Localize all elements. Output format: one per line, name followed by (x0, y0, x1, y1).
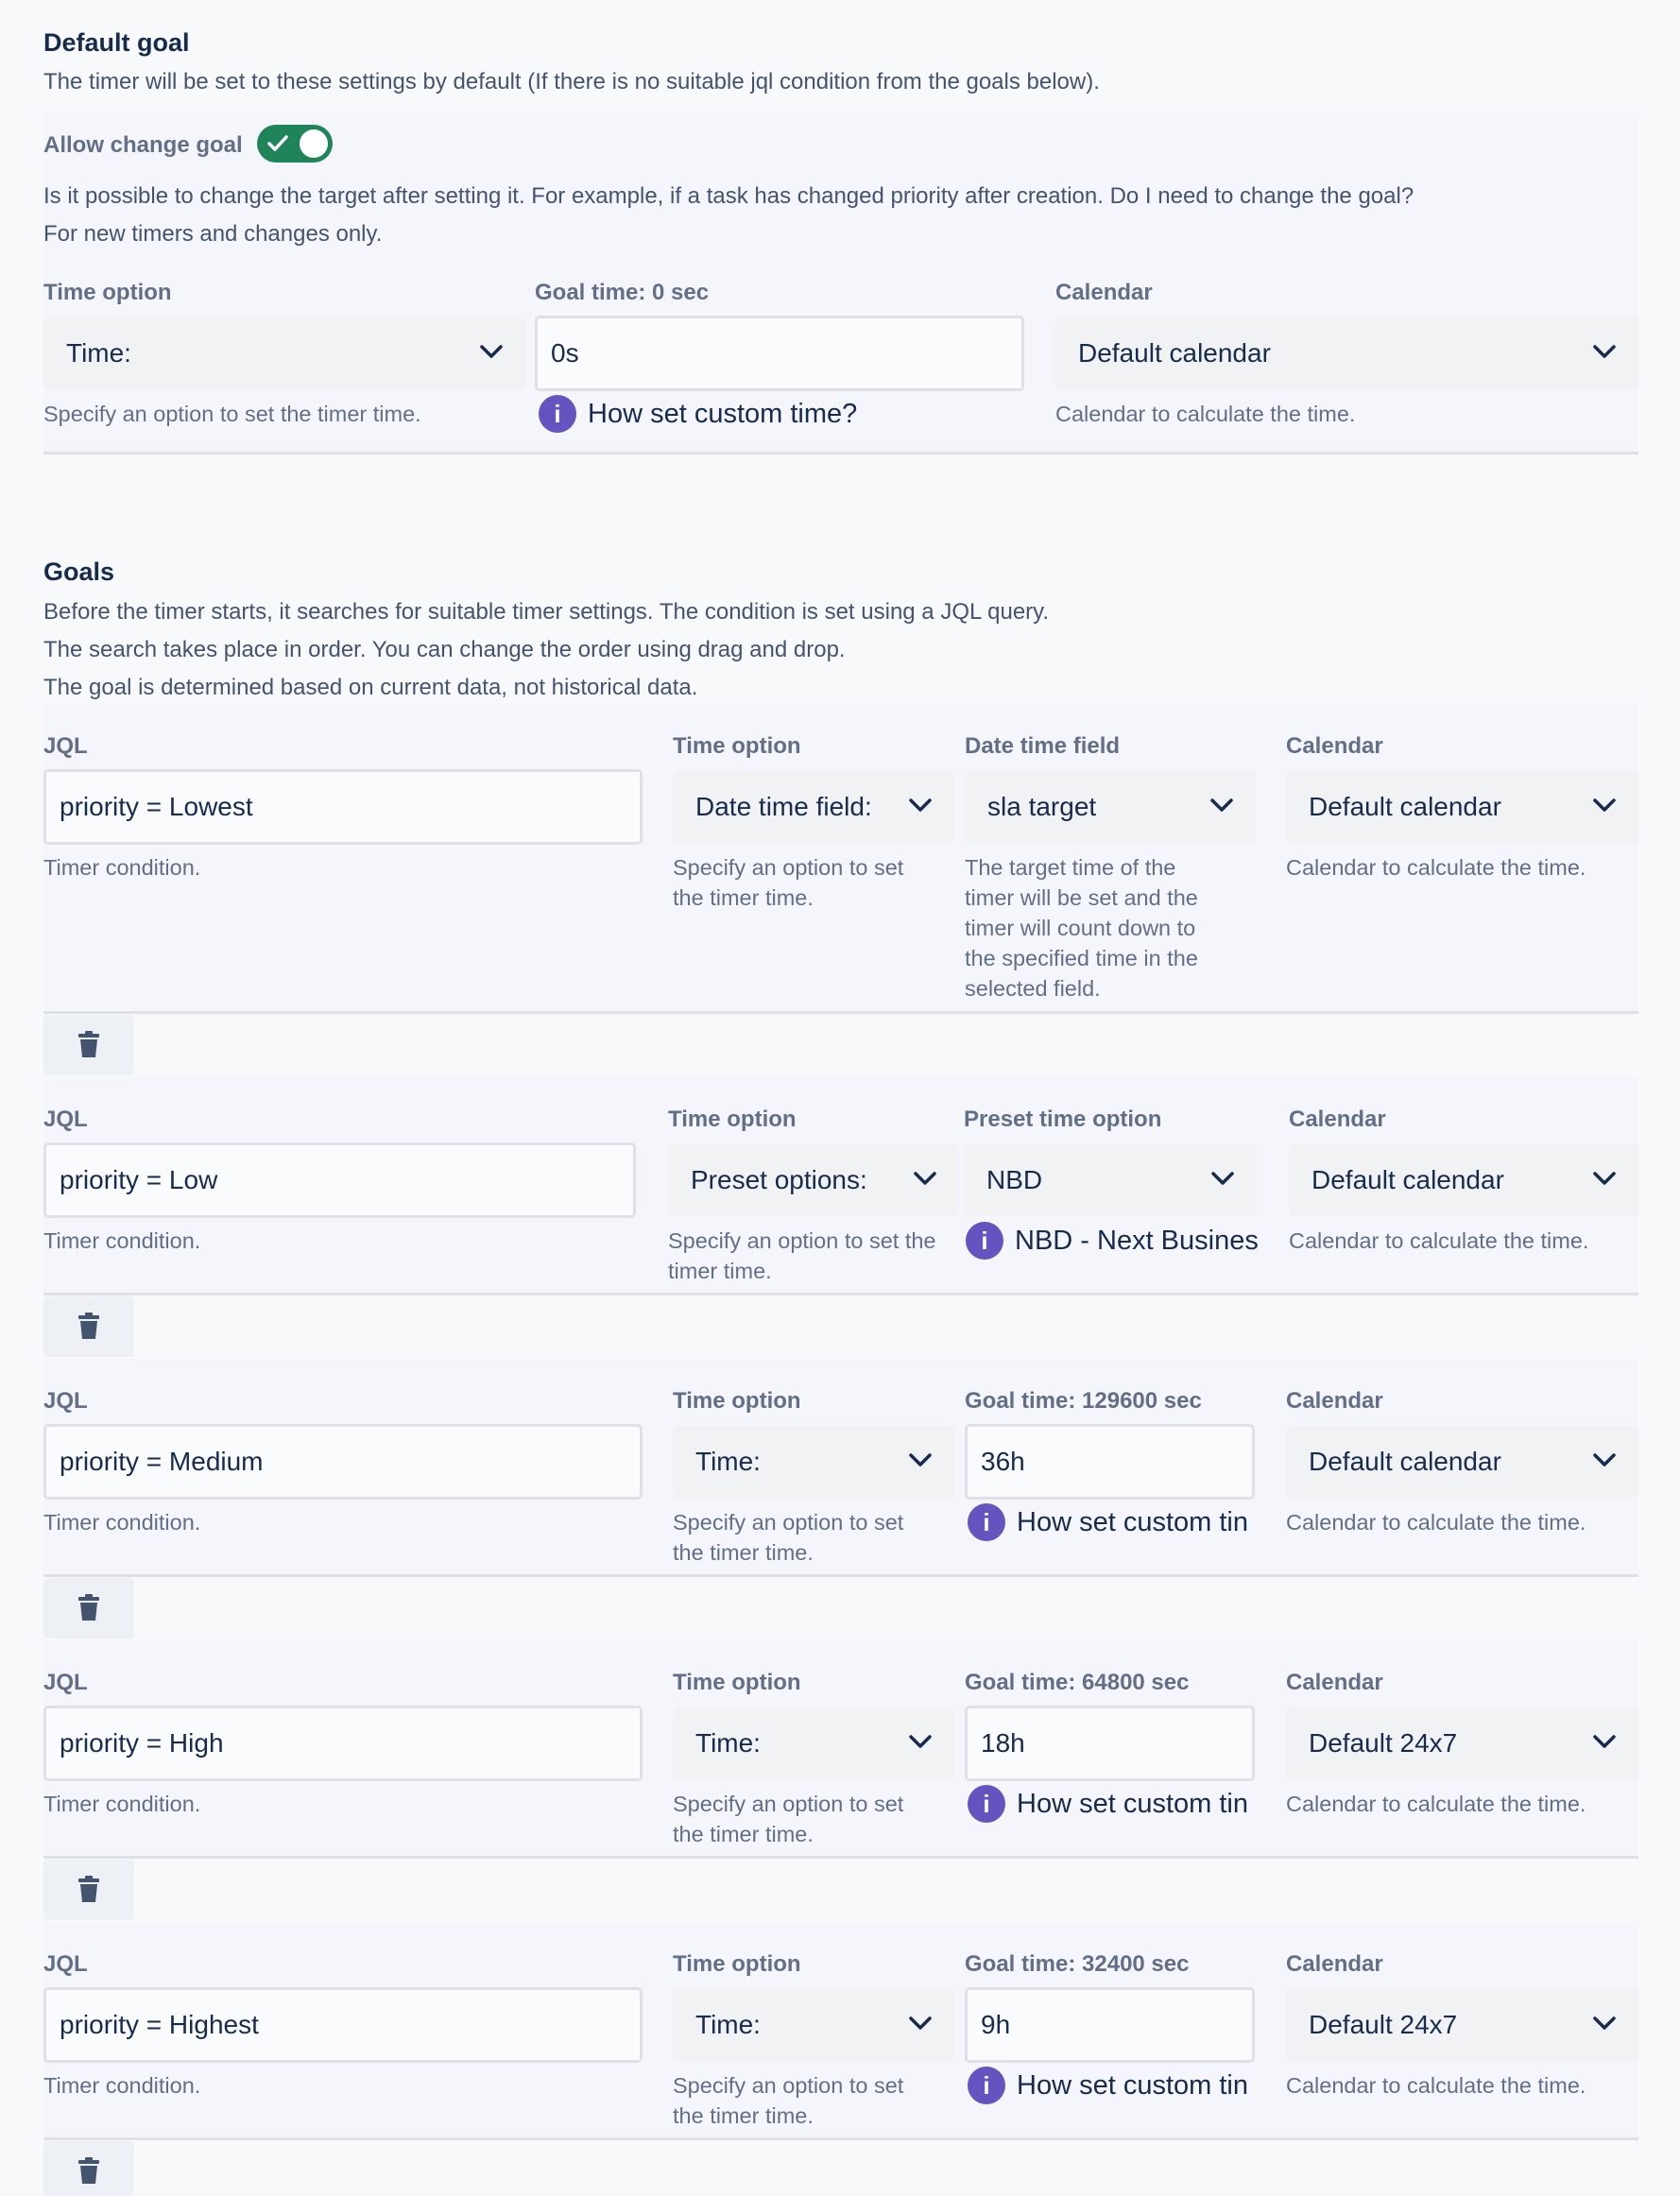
preset-info-text: NBD - Next Busines (1015, 1225, 1259, 1256)
preset-time-option-value: NBD (986, 1165, 1043, 1194)
time-option-help (673, 1789, 903, 1849)
goal-time-label: Goal time: 64800 sec (965, 1670, 1190, 1695)
time-option-help-line: the timer time. (673, 1540, 814, 1565)
delete-goal-button[interactable] (43, 1015, 134, 1075)
time-option-value: Preset options: (691, 1165, 867, 1194)
time-option-help-line: Specify an option to set (673, 855, 904, 880)
calendar-select[interactable] (1055, 317, 1638, 389)
time-option-help-line: timer time. (668, 1259, 772, 1283)
check-icon (266, 133, 289, 154)
delete-goal-button[interactable] (43, 1860, 134, 1920)
calendar-value: Default calendar (1309, 792, 1501, 821)
trash-icon (77, 2157, 101, 2186)
chevron-down-icon (1591, 2014, 1618, 2034)
time-option-select[interactable] (668, 1144, 959, 1216)
jql-label: JQL (43, 1107, 88, 1132)
allow-change-goal-help-1: Is it possible to change the target after setting it. For example, if a task has changed priority after creation. Do I need to change the goal? (43, 183, 1414, 209)
time-option-label: Time option (673, 1388, 801, 1414)
date-time-field-select[interactable] (965, 771, 1256, 843)
time-option-value: Time: (695, 1447, 761, 1476)
info-icon: i (539, 395, 576, 433)
allow-change-goal-help-2: For new timers and changes only. (43, 221, 383, 247)
info-icon: i (966, 1222, 1003, 1260)
goal-time-info[interactable] (968, 1503, 1257, 1541)
delete-goal-button[interactable] (43, 1296, 134, 1357)
chevron-down-icon (1591, 1169, 1618, 1190)
trash-icon (77, 1876, 101, 1904)
time-option-label: Time option (43, 280, 172, 305)
delete-goal-button[interactable] (43, 2141, 134, 2196)
jql-label: JQL (43, 733, 88, 759)
time-option-label: Time option (673, 1951, 801, 1977)
allow-change-goal-label: Allow change goal (43, 132, 243, 158)
calendar-select[interactable] (1286, 771, 1638, 843)
date-time-field-help-line: The target time of the (965, 855, 1176, 880)
chevron-down-icon (1591, 1732, 1618, 1753)
time-option-label: Time option (673, 1670, 801, 1695)
date-time-field-help-line: timer will count down to (965, 916, 1196, 940)
time-option-help (668, 1226, 936, 1286)
calendar-select[interactable] (1286, 1707, 1638, 1779)
calendar-label: Calendar (1286, 1670, 1383, 1695)
trash-icon (77, 1031, 101, 1059)
calendar-label: Calendar (1055, 280, 1153, 305)
date-time-field-help (965, 852, 1198, 1004)
chevron-down-icon (1591, 1450, 1618, 1471)
goal-time-info-text: How set custom tin (1017, 1788, 1248, 1819)
calendar-label: Calendar (1286, 1388, 1383, 1414)
goal-time-info-text: How set custom tin (1017, 1506, 1248, 1537)
time-option-label: Time option (668, 1107, 797, 1132)
time-option-label: Time option (673, 733, 801, 759)
goals-description-1: Before the timer starts, it searches for suitable timer settings. The condition is set using a JQL query. (43, 599, 1050, 625)
time-option-help: Specify an option to set the timer time. (43, 402, 421, 426)
date-time-field-help-line: selected field. (965, 976, 1101, 1001)
calendar-select[interactable] (1289, 1144, 1638, 1216)
default-goal-description: The timer will be set to these settings by default (If there is no suitable jql condition from the goals below). (43, 69, 1100, 94)
goal-time-info[interactable] (968, 2067, 1257, 2104)
chevron-down-icon (912, 1169, 938, 1190)
goal-time-input[interactable]: 36h (965, 1424, 1255, 1500)
jql-help: Timer condition. (43, 855, 201, 880)
jql-label: JQL (43, 1388, 88, 1414)
jql-help: Timer condition. (43, 1510, 201, 1535)
goal-time-input[interactable]: 9h (965, 1987, 1255, 2063)
goal-time-label: Goal time: 0 sec (535, 280, 710, 305)
calendar-help: Calendar to calculate the time. (1286, 1510, 1586, 1535)
info-icon: i (968, 1785, 1005, 1823)
time-option-value: Time: (66, 338, 131, 368)
jql-label: JQL (43, 1670, 88, 1695)
time-option-help-line: Specify an option to set (673, 1510, 904, 1535)
time-option-help-line: Specify an option to set (673, 2073, 904, 2098)
time-option-help-line: the timer time. (673, 885, 814, 910)
goals-description-2: The search takes place in order. You can change the order using drag and drop. (43, 637, 846, 662)
trash-icon (77, 1594, 101, 1622)
time-option-help-line: the timer time. (673, 2103, 814, 2128)
time-option-help (673, 852, 903, 913)
goal-time-label: Goal time: 129600 sec (965, 1388, 1202, 1414)
calendar-select[interactable] (1286, 1426, 1638, 1498)
preset-info[interactable] (966, 1222, 1260, 1260)
time-option-help-line: Specify an option to set (673, 1792, 904, 1816)
info-icon: i (968, 1503, 1005, 1541)
calendar-value: Default calendar (1078, 338, 1271, 368)
goal-time-input[interactable]: 0s (535, 316, 1024, 391)
chevron-down-icon (907, 1450, 934, 1471)
time-option-help-line: the timer time. (673, 1822, 814, 1846)
preset-time-option-label: Preset time option (964, 1107, 1162, 1132)
date-time-field-value: sla target (987, 792, 1097, 821)
calendar-help: Calendar to calculate the time. (1286, 1792, 1586, 1816)
trash-icon (77, 1312, 101, 1341)
goal-time-info-text: How set custom tin (1017, 2069, 1248, 2101)
calendar-help: Calendar to calculate the time. (1286, 2073, 1586, 2098)
jql-help: Timer condition. (43, 2073, 201, 2098)
calendar-label: Calendar (1286, 1951, 1383, 1977)
goals-title: Goals (43, 558, 115, 586)
jql-input[interactable]: priority = High (43, 1706, 643, 1781)
time-option-help-line: Specify an option to set the (668, 1228, 936, 1253)
jql-input[interactable]: priority = Medium (43, 1424, 643, 1500)
time-option-select[interactable] (43, 317, 525, 389)
goal-time-input[interactable]: 18h (965, 1706, 1255, 1781)
time-option-value: Time: (695, 1728, 761, 1758)
calendar-value: Default 24x7 (1309, 1728, 1458, 1758)
calendar-select[interactable] (1286, 1989, 1638, 2061)
goal-time-info[interactable] (539, 395, 1030, 433)
calendar-help: Calendar to calculate the time. (1289, 1228, 1589, 1253)
calendar-label: Calendar (1289, 1107, 1386, 1132)
time-option-value: Time: (695, 2010, 761, 2039)
time-option-value: Date time field: (695, 792, 872, 821)
time-option-help (673, 1507, 903, 1568)
jql-input[interactable]: priority = Lowest (43, 769, 643, 845)
date-time-field-label: Date time field (965, 733, 1121, 759)
goal-time-info-text: How set custom time? (588, 398, 858, 429)
goal-time-label: Goal time: 32400 sec (965, 1951, 1190, 1977)
chevron-down-icon (907, 2014, 934, 2034)
time-option-select[interactable] (673, 1707, 954, 1779)
calendar-label: Calendar (1286, 733, 1383, 759)
delete-goal-button[interactable] (43, 1578, 134, 1638)
time-option-help (673, 2070, 903, 2131)
time-option-select[interactable] (673, 771, 954, 843)
calendar-value: Default calendar (1311, 1165, 1504, 1194)
chevron-down-icon (1209, 796, 1235, 816)
info-icon: i (968, 2067, 1005, 2104)
jql-help: Timer condition. (43, 1792, 201, 1816)
goals-description-3: The goal is determined based on current data, not historical data. (43, 675, 698, 700)
chevron-down-icon (1591, 796, 1618, 816)
date-time-field-help-line: the specified time in the (965, 946, 1198, 970)
chevron-down-icon (907, 796, 934, 816)
time-option-select[interactable] (673, 1989, 954, 2061)
calendar-value: Default 24x7 (1309, 2010, 1458, 2039)
chevron-down-icon (1209, 1169, 1236, 1190)
chevron-down-icon (1591, 342, 1618, 363)
calendar-help: Calendar to calculate the time. (1286, 855, 1586, 880)
jql-label: JQL (43, 1951, 88, 1977)
jql-input[interactable]: priority = Highest (43, 1987, 643, 2063)
jql-help: Timer condition. (43, 1228, 201, 1253)
calendar-value: Default calendar (1309, 1447, 1501, 1476)
preset-time-option-select[interactable] (964, 1144, 1257, 1216)
time-option-select[interactable] (673, 1426, 954, 1498)
allow-change-goal-toggle[interactable] (257, 125, 333, 163)
toggle-knob (300, 129, 328, 158)
chevron-down-icon (478, 342, 505, 363)
date-time-field-help-line: timer will be set and the (965, 885, 1198, 910)
goal-time-info[interactable] (968, 1785, 1257, 1823)
chevron-down-icon (907, 1732, 934, 1753)
default-goal-title: Default goal (43, 28, 190, 57)
jql-input[interactable]: priority = Low (43, 1142, 636, 1218)
calendar-help: Calendar to calculate the time. (1055, 402, 1356, 426)
